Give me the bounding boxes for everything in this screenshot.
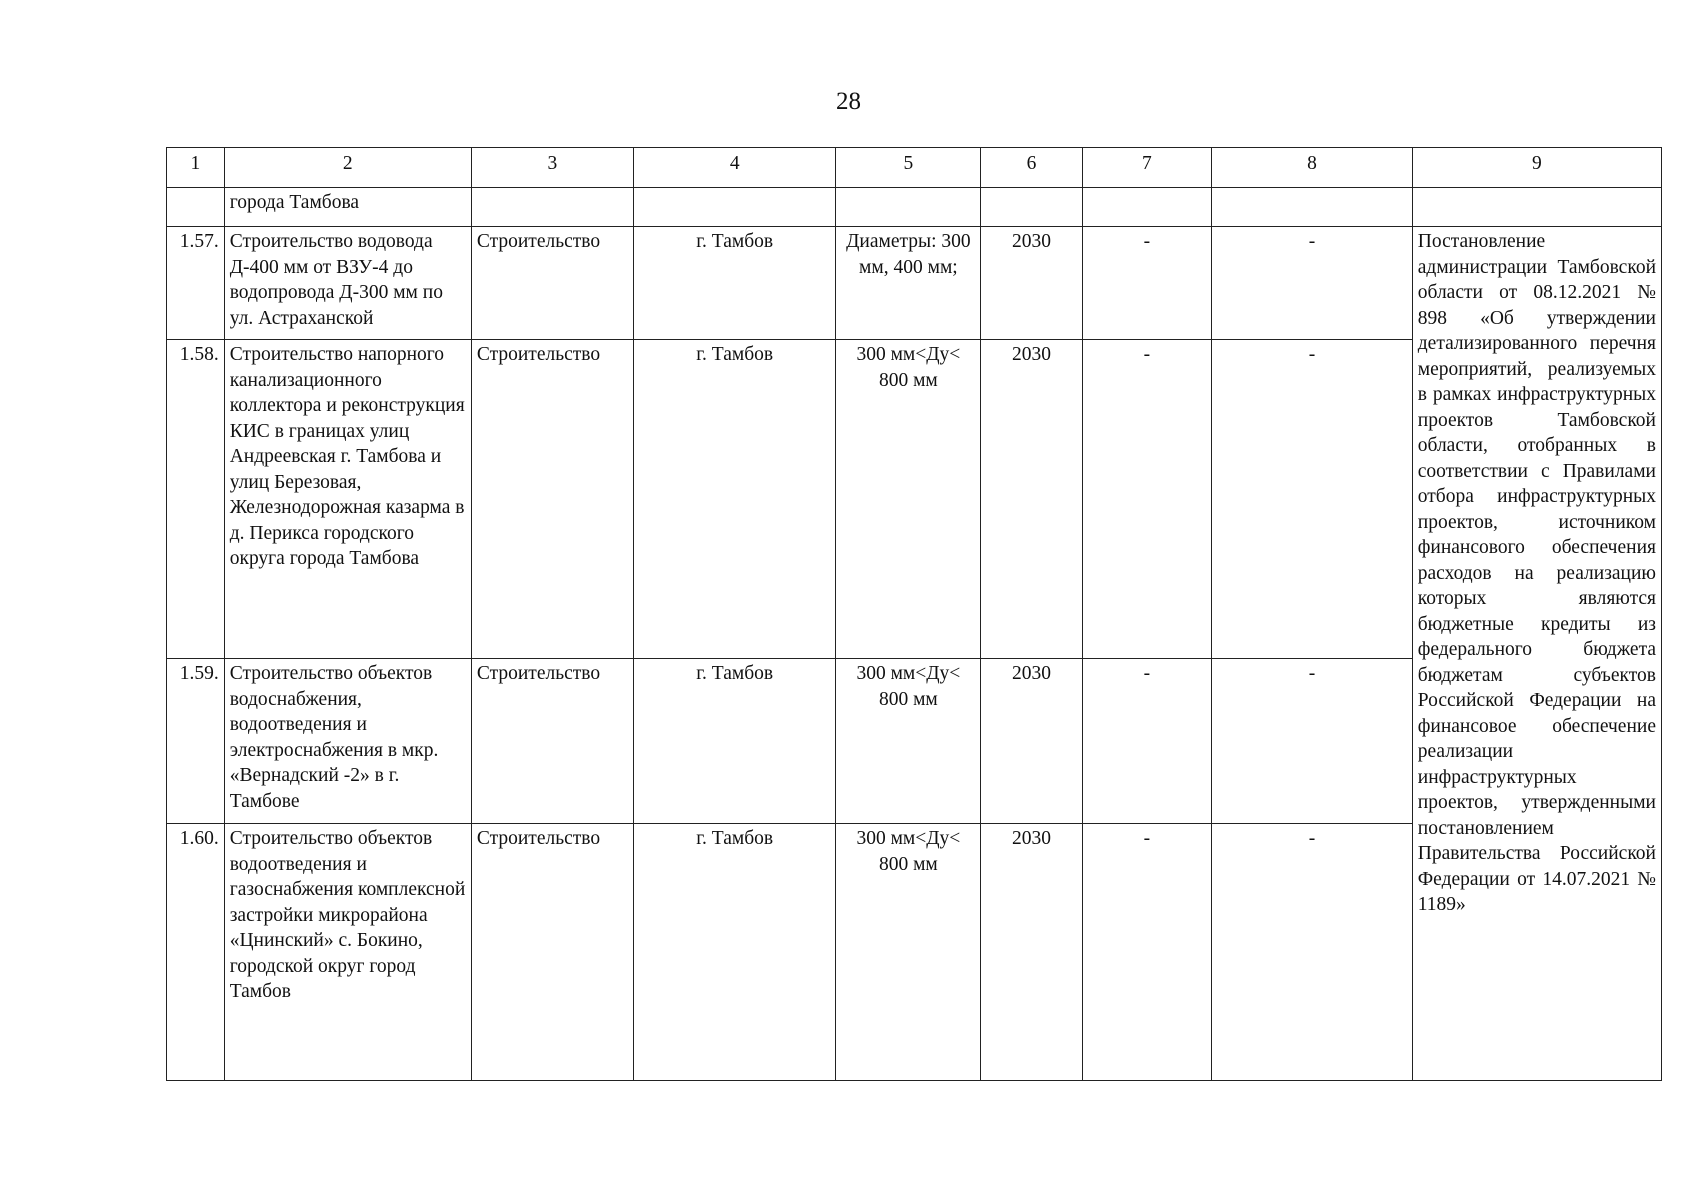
- legal-basis-cell: Постановление администрации Тамбовской области от 08.12.2021 № 898 «Об утверждении детализированного перечня мероприятий, реализуемых в рамках инфраструктурных проектов Тамбовской области, отобранных в соответствии с Правилами отбора инфраструктурных проектов, источником финансового обеспечения расходов на реализацию которых являются бюджетные кредиты из федерального бюджета бюджетам субъектов Российской Федерации на финансовое обеспечение реализации инфраструктурных проектов, утвержденными постановлением Правительства Российской Федерации от 14.07.2021 № 1189»: [1412, 227, 1661, 1081]
- row-number: 1.59.: [167, 659, 225, 824]
- measure-col7: -: [1082, 824, 1212, 1081]
- page-number: 28: [836, 88, 861, 115]
- measure-col7: -: [1082, 227, 1212, 340]
- continuation-row: [167, 188, 1662, 227]
- header-cell-4: 4: [633, 148, 836, 188]
- cell-empty: [167, 188, 225, 227]
- cell-empty: [836, 188, 981, 227]
- measure-type: Строительство: [471, 824, 633, 1081]
- header-cell-6: 6: [981, 148, 1082, 188]
- measure-year: 2030: [981, 340, 1082, 659]
- row-number: 1.60.: [167, 824, 225, 1081]
- measure-type: Строительство: [471, 340, 633, 659]
- header-cell-9: 9: [1412, 148, 1661, 188]
- row-number: 1.58.: [167, 340, 225, 659]
- cell-empty: [981, 188, 1082, 227]
- measure-year: 2030: [981, 824, 1082, 1081]
- measure-col8: -: [1212, 824, 1413, 1081]
- measure-name: Строительство напорного канализационного коллектора и реконструкция КИС в границах улиц Андреевская г. Тамбова и улиц Березовая, Железнодорожная казарма в д. Перикса городского округа города Тамбова: [224, 340, 471, 659]
- cell-empty: [1412, 188, 1661, 227]
- measure-col8: -: [1212, 340, 1413, 659]
- header-cell-5: 5: [836, 148, 981, 188]
- measure-location: г. Тамбов: [633, 227, 836, 340]
- measure-col7: -: [1082, 659, 1212, 824]
- measure-params: 300 мм<Ду< 800 мм: [836, 659, 981, 824]
- cell-empty: [1082, 188, 1212, 227]
- measure-type: Строительство: [471, 659, 633, 824]
- header-cell-2: 2: [224, 148, 471, 188]
- measure-col8: -: [1212, 659, 1413, 824]
- measure-year: 2030: [981, 659, 1082, 824]
- header-cell-8: 8: [1212, 148, 1413, 188]
- row-number: 1.57.: [167, 227, 225, 340]
- header-cell-1: 1: [167, 148, 225, 188]
- measure-location: г. Тамбов: [633, 659, 836, 824]
- measure-col7: -: [1082, 340, 1212, 659]
- measure-name: Строительство объектов водоснабжения, водоотведения и электроснабжения в мкр. «Вернадский -2» в г. Тамбове: [224, 659, 471, 824]
- cell-empty: [471, 188, 633, 227]
- measure-year: 2030: [981, 227, 1082, 340]
- table-row: [167, 227, 1662, 340]
- measure-location: г. Тамбов: [633, 340, 836, 659]
- measure-params: Диаметры: 300 мм, 400 мм;: [836, 227, 981, 340]
- measure-col8: -: [1212, 227, 1413, 340]
- header-cell-3: 3: [471, 148, 633, 188]
- continuation-text: города Тамбова: [224, 188, 471, 227]
- measure-type: Строительство: [471, 227, 633, 340]
- measure-location: г. Тамбов: [633, 824, 836, 1081]
- cell-empty: [1212, 188, 1413, 227]
- measure-params: 300 мм<Ду< 800 мм: [836, 340, 981, 659]
- measure-params: 300 мм<Ду< 800 мм: [836, 824, 981, 1081]
- table-header-row: [167, 148, 1662, 188]
- measures-table: [166, 147, 1662, 1081]
- cell-empty: [633, 188, 836, 227]
- measure-name: Строительство водовода Д-400 мм от ВЗУ-4 до водопровода Д-300 мм по ул. Астраханской: [224, 227, 471, 340]
- header-cell-7: 7: [1082, 148, 1212, 188]
- measure-name: Строительство объектов водоотведения и газоснабжения комплексной застройки микрорайона «Цнинский» с. Бокино, городской округ город Тамбов: [224, 824, 471, 1081]
